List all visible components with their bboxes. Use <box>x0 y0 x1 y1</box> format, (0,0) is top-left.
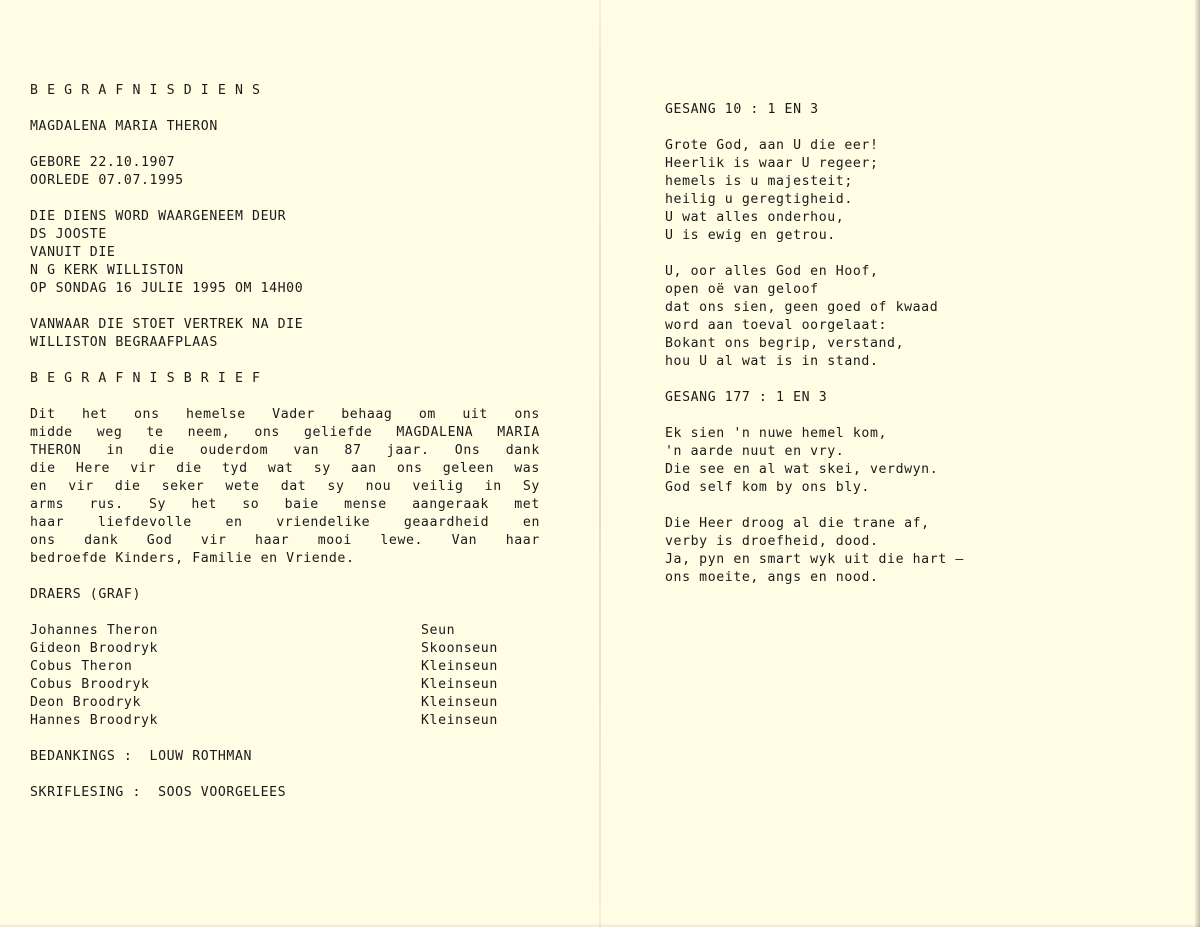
bearer-row <box>30 640 550 658</box>
page-fold <box>599 0 601 927</box>
verse-line: verby is droefheid, dood. <box>665 534 879 549</box>
verse-line: Ja, pyn en smart wyk uit die hart – <box>665 552 964 567</box>
letter-line: die Here vir die tyd wat sy aan ons geleen was <box>30 461 540 476</box>
bearer-name: Johannes Theron <box>30 623 159 638</box>
bearer-row <box>30 622 550 640</box>
bearer-relation: Skoonseun <box>421 641 498 656</box>
bearer-row <box>30 676 550 694</box>
service-line: VANUIT DIE <box>30 245 116 260</box>
service-line: DIE DIENS WORD WAARGENEEM DEUR <box>30 209 287 224</box>
dates-block <box>30 154 550 190</box>
bearer-name: Cobus Theron <box>30 659 133 674</box>
letter-line: en vir die seker wete dat sy nou veilig in Sy <box>30 479 540 494</box>
verse-line: Die Heer droog al die trane af, <box>665 516 930 531</box>
letter-line: haar liefdevolle en vriendelike geaardheid en <box>30 515 540 530</box>
service-line: OP SONDAG 16 JULIE 1995 OM 14H00 <box>30 281 304 296</box>
bearer-relation: Kleinseun <box>421 713 498 728</box>
procession-line: VANWAAR DIE STOET VERTREK NA DIE <box>30 317 304 332</box>
scripture-reading-line: SKRIFLESING : SOOS VOORGELEES <box>30 785 287 800</box>
funeral-letter <box>30 406 550 568</box>
verse-line: ons moeite, angs en nood. <box>665 570 879 585</box>
service-line: DS JOOSTE <box>30 227 107 242</box>
verse-line: Heerlik is waar U regeer; <box>665 156 879 171</box>
verse-line: Grote God, aan U die eer! <box>665 138 879 153</box>
verse-line: dat ons sien, geen goed of kwaad <box>665 300 939 315</box>
verse-line: God self kom by ons bly. <box>665 480 870 495</box>
verse-line: open oë van geloof <box>665 282 819 297</box>
verse-line: heilig u geregtigheid. <box>665 192 853 207</box>
paper-edge-shadow <box>1194 0 1200 927</box>
bearer-row <box>30 694 550 712</box>
service-line: N G KERK WILLISTON <box>30 263 184 278</box>
hymn-verse <box>665 263 1085 371</box>
bearers-list <box>30 622 550 730</box>
letter-line: bedroefde Kinders, Familie en Vriende. <box>30 551 355 566</box>
verse-line: Bokant ons begrip, verstand, <box>665 336 905 351</box>
letter-line: THERON in die ouderdom van 87 jaar. Ons dank <box>30 443 540 458</box>
letter-line: ons dank God vir haar mooi lewe. Van haar <box>30 533 540 548</box>
letter-heading: B E G R A F N I S B R I E F <box>30 371 261 386</box>
bearer-name: Deon Broodryk <box>30 695 142 710</box>
bearer-name: Gideon Broodryk <box>30 641 159 656</box>
procession-line: WILLISTON BEGRAAFPLAAS <box>30 335 218 350</box>
verse-line: U, oor alles God en Hoof, <box>665 264 879 279</box>
died-date: OORLEDE 07.07.1995 <box>30 173 184 188</box>
born-date: GEBORE 22.10.1907 <box>30 155 176 170</box>
verse-line: Ek sien 'n nuwe hemel kom, <box>665 426 888 441</box>
letter-line: midde weg te neem, ons geliefde MAGDALENA MARIA <box>30 425 540 440</box>
bearer-name: Cobus Broodryk <box>30 677 150 692</box>
letter-line: arms rus. Sy het so baie mense aangeraak met <box>30 497 540 512</box>
hymn-verse <box>665 137 1085 245</box>
bearer-relation: Seun <box>421 623 456 638</box>
verse-line: hemels is u majesteit; <box>665 174 853 189</box>
service-heading: B E G R A F N I S D I E N S <box>30 83 261 98</box>
hymn-title: GESANG 10 : 1 EN 3 <box>665 102 819 117</box>
bearer-relation: Kleinseun <box>421 659 498 674</box>
bearer-name: Hannes Broodryk <box>30 713 159 728</box>
verse-line: hou U al wat is in stand. <box>665 354 879 369</box>
bearers-heading: DRAERS (GRAF) <box>30 587 142 602</box>
verse-line: 'n aarde nuut en vry. <box>665 444 845 459</box>
procession-details <box>30 316 550 352</box>
bearer-row <box>30 658 550 676</box>
verse-line: Die see en al wat skei, verdwyn. <box>665 462 939 477</box>
verse-line: U is ewig en getrou. <box>665 228 836 243</box>
bearer-row <box>30 712 550 730</box>
left-column <box>30 82 550 802</box>
letter-line: Dit het ons hemelse Vader behaag om uit ons <box>30 407 540 422</box>
right-column <box>665 101 1085 605</box>
paper-bottom-edge <box>0 923 1200 927</box>
thanks-line: BEDANKINGS : LOUW ROTHMAN <box>30 749 253 764</box>
hymn-title: GESANG 177 : 1 EN 3 <box>665 390 828 405</box>
verse-line: U wat alles onderhou, <box>665 210 845 225</box>
service-details <box>30 208 550 298</box>
bearer-relation: Kleinseun <box>421 695 498 710</box>
verse-line: word aan toeval oorgelaat: <box>665 318 888 333</box>
deceased-name: MAGDALENA MARIA THERON <box>30 119 218 134</box>
hymn-verse <box>665 425 1085 497</box>
bearer-relation: Kleinseun <box>421 677 498 692</box>
hymn-verse <box>665 515 1085 587</box>
